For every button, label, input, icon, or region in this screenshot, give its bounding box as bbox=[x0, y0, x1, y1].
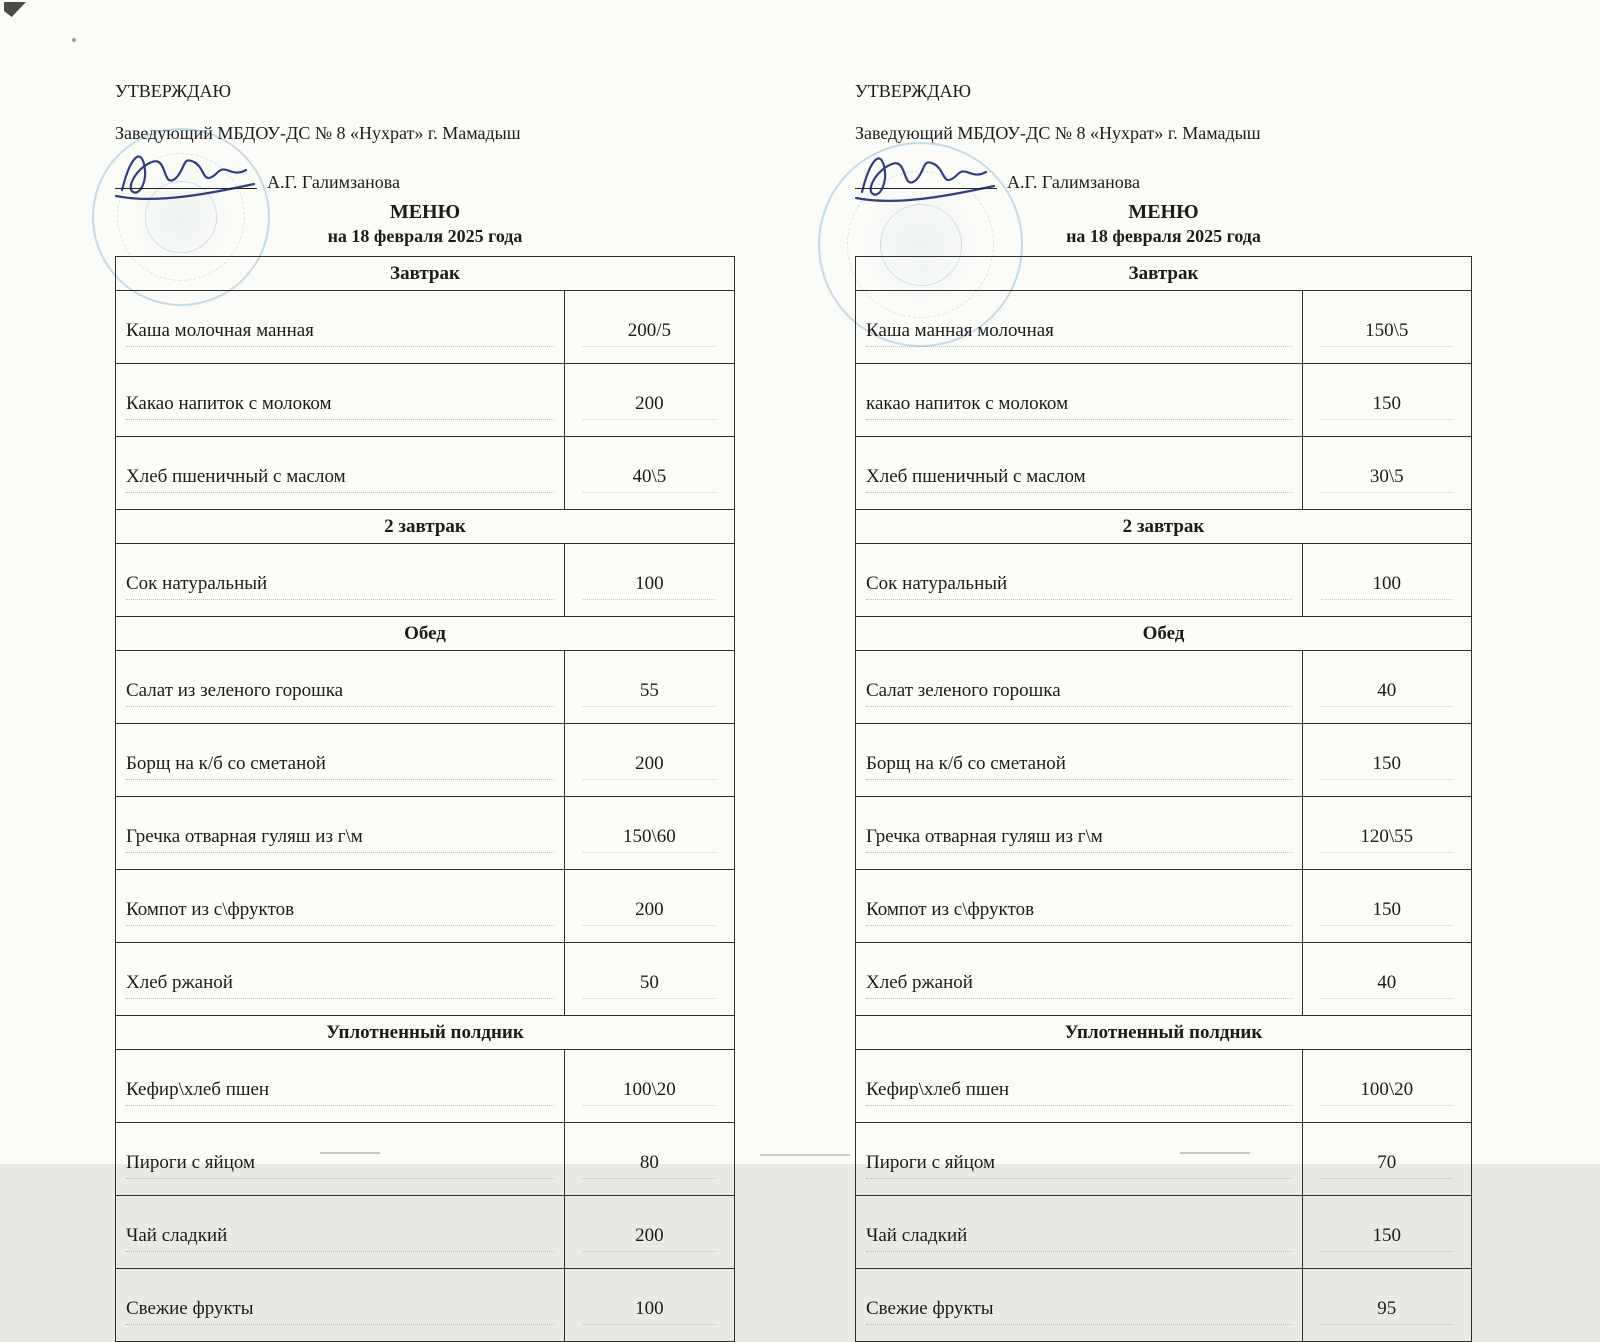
menu-item-row bbox=[856, 544, 1472, 617]
dish-name-cell bbox=[856, 797, 1303, 870]
portion-text: 100 bbox=[583, 1298, 716, 1325]
portion-text: 120\55 bbox=[1321, 826, 1453, 853]
portion-text: 40\5 bbox=[583, 466, 716, 493]
portion-cell bbox=[564, 291, 734, 364]
portion-text: 40 bbox=[1321, 972, 1453, 999]
dish-name-cell bbox=[856, 1123, 1303, 1196]
dish-name-cell bbox=[116, 797, 565, 870]
section-header-row bbox=[116, 510, 735, 544]
menu-item-row bbox=[116, 544, 735, 617]
dish-name-text: Свежие фрукты bbox=[126, 1298, 554, 1325]
dish-name-cell bbox=[856, 1196, 1303, 1269]
portion-text: 150 bbox=[1321, 1225, 1453, 1252]
scan-corner-artifact bbox=[4, 2, 26, 17]
dish-name-cell bbox=[856, 943, 1303, 1016]
section-header: Обед bbox=[116, 617, 735, 651]
portion-text: 55 bbox=[583, 680, 716, 707]
menu-item-row bbox=[856, 364, 1472, 437]
portion-text: 95 bbox=[1321, 1298, 1453, 1325]
signature-name: А.Г. Галимзанова bbox=[1007, 172, 1140, 192]
portion-text: 150 bbox=[1321, 899, 1453, 926]
menu-item-row bbox=[856, 870, 1472, 943]
dish-name-text: Борщ на к/б со сметаной bbox=[866, 753, 1292, 780]
portion-text: 100\20 bbox=[1321, 1079, 1453, 1106]
dish-name-text: Борщ на к/б со сметаной bbox=[126, 753, 554, 780]
dish-name-cell bbox=[116, 870, 565, 943]
portion-text: 200 bbox=[583, 753, 716, 780]
dish-name-cell bbox=[116, 291, 565, 364]
portion-text: 150 bbox=[1321, 753, 1453, 780]
signature-name: А.Г. Галимзанова bbox=[267, 172, 400, 192]
portion-cell bbox=[564, 724, 734, 797]
signature-line bbox=[855, 188, 997, 189]
section-header: Уплотненный полдник bbox=[856, 1016, 1472, 1050]
dish-name-text: Хлеб ржаной bbox=[126, 972, 554, 999]
portion-text: 150\5 bbox=[1321, 320, 1453, 347]
section-header-row bbox=[116, 1016, 735, 1050]
dish-name-text: Каша молочная манная bbox=[126, 320, 554, 347]
dish-name-text: Компот из с\фруктов bbox=[126, 899, 554, 926]
portion-text: 30\5 bbox=[1321, 466, 1453, 493]
menu-item-row bbox=[116, 943, 735, 1016]
section-header-row bbox=[116, 617, 735, 651]
dish-name-text: Салат из зеленого горошка bbox=[126, 680, 554, 707]
portion-cell bbox=[564, 364, 734, 437]
menu-item-row bbox=[856, 1196, 1472, 1269]
menu-item-row bbox=[856, 1050, 1472, 1123]
menu-item-row bbox=[856, 724, 1472, 797]
portion-cell bbox=[1302, 1269, 1471, 1342]
dish-name-text: Сок натуральный bbox=[126, 573, 554, 600]
portion-cell bbox=[1302, 797, 1471, 870]
menu-date: на 18 февраля 2025 года bbox=[327, 226, 523, 246]
dish-name-text: Кефир\хлеб пшен bbox=[866, 1079, 1292, 1106]
portion-text: 70 bbox=[1321, 1152, 1453, 1179]
portion-cell bbox=[1302, 943, 1471, 1016]
dish-name-text: Компот из с\фруктов bbox=[866, 899, 1292, 926]
director-line: Заведующий МБДОУ-ДС № 8 «Нухрат» г. Мамадыш bbox=[855, 123, 1261, 143]
portion-cell bbox=[564, 870, 734, 943]
menu-column-right bbox=[855, 80, 1472, 1342]
portion-text: 150\60 bbox=[583, 826, 716, 853]
menu-item-row bbox=[116, 291, 735, 364]
portion-cell bbox=[1302, 1196, 1471, 1269]
portion-cell bbox=[1302, 1123, 1471, 1196]
section-header: Обед bbox=[856, 617, 1472, 651]
dish-name-cell bbox=[116, 544, 565, 617]
menu-item-row bbox=[116, 1269, 735, 1342]
dish-name-cell bbox=[856, 544, 1303, 617]
portion-cell bbox=[1302, 364, 1471, 437]
section-header-row bbox=[856, 510, 1472, 544]
scan-speck bbox=[72, 38, 76, 42]
menu-title: МЕНЮ bbox=[1128, 201, 1199, 223]
portion-cell bbox=[1302, 870, 1471, 943]
menu-item-row bbox=[116, 1196, 735, 1269]
portion-cell bbox=[564, 437, 734, 510]
menu-item-row bbox=[116, 364, 735, 437]
dish-name-text: Свежие фрукты bbox=[866, 1298, 1292, 1325]
section-header: Завтрак bbox=[116, 257, 735, 291]
section-header: 2 завтрак bbox=[856, 510, 1472, 544]
section-header-row bbox=[116, 257, 735, 291]
menu-item-row bbox=[856, 943, 1472, 1016]
dish-name-cell bbox=[856, 724, 1303, 797]
menu-table-left bbox=[115, 256, 735, 1342]
dish-name-text: Хлеб пшеничный с маслом bbox=[866, 466, 1292, 493]
section-header-row bbox=[856, 257, 1472, 291]
portion-cell bbox=[564, 943, 734, 1016]
dish-name-text: Пироги с яйцом bbox=[126, 1152, 554, 1179]
menu-item-row bbox=[116, 797, 735, 870]
menu-item-row bbox=[856, 437, 1472, 510]
portion-text: 150 bbox=[1321, 393, 1453, 420]
dish-name-text: Салат зеленого горошка bbox=[866, 680, 1292, 707]
dish-name-text: Чай сладкий bbox=[126, 1225, 554, 1252]
dish-name-cell bbox=[856, 1269, 1303, 1342]
section-header-row bbox=[856, 1016, 1472, 1050]
dish-name-text: Какао напиток с молоком bbox=[126, 393, 554, 420]
dish-name-cell bbox=[116, 724, 565, 797]
portion-text: 100 bbox=[1321, 573, 1453, 600]
dish-name-text: Хлеб пшеничный с маслом bbox=[126, 466, 554, 493]
menu-item-row bbox=[116, 724, 735, 797]
menu-column-left bbox=[115, 80, 735, 1342]
portion-text: 200/5 bbox=[583, 320, 716, 347]
dish-name-cell bbox=[856, 291, 1303, 364]
menu-table-right bbox=[855, 256, 1472, 1342]
signature-row bbox=[115, 156, 735, 198]
signature-row bbox=[855, 156, 1472, 198]
section-header: 2 завтрак bbox=[116, 510, 735, 544]
portion-cell bbox=[1302, 1050, 1471, 1123]
portion-text: 200 bbox=[583, 393, 716, 420]
dish-name-text: Гречка отварная гуляш из г\м bbox=[126, 826, 554, 853]
portion-text: 200 bbox=[583, 899, 716, 926]
portion-cell bbox=[564, 1123, 734, 1196]
dish-name-cell bbox=[116, 651, 565, 724]
dish-name-cell bbox=[116, 1269, 565, 1342]
dish-name-text: Каша манная молочная bbox=[866, 320, 1292, 347]
dish-name-cell bbox=[116, 437, 565, 510]
portion-cell bbox=[564, 797, 734, 870]
portion-cell bbox=[1302, 724, 1471, 797]
director-line: Заведующий МБДОУ-ДС № 8 «Нухрат» г. Мамадыш bbox=[115, 123, 521, 143]
menu-item-row bbox=[116, 1123, 735, 1196]
menu-item-row bbox=[856, 1123, 1472, 1196]
dish-name-cell bbox=[116, 943, 565, 1016]
portion-cell bbox=[1302, 291, 1471, 364]
portion-cell bbox=[564, 1196, 734, 1269]
menu-item-row bbox=[856, 291, 1472, 364]
menu-item-row bbox=[856, 651, 1472, 724]
section-header: Уплотненный полдник bbox=[116, 1016, 735, 1050]
portion-text: 80 bbox=[583, 1152, 716, 1179]
portion-cell bbox=[564, 1269, 734, 1342]
portion-text: 50 bbox=[583, 972, 716, 999]
approve-label: УТВЕРЖДАЮ bbox=[855, 81, 972, 101]
menu-item-row bbox=[116, 1050, 735, 1123]
section-header-row bbox=[856, 617, 1472, 651]
menu-title: МЕНЮ bbox=[389, 201, 461, 223]
signature-line bbox=[115, 188, 257, 189]
dish-name-text: Кефир\хлеб пшен bbox=[126, 1079, 554, 1106]
dish-name-cell bbox=[116, 1123, 565, 1196]
menu-item-row bbox=[856, 1269, 1472, 1342]
portion-cell bbox=[564, 1050, 734, 1123]
portion-cell bbox=[1302, 437, 1471, 510]
portion-cell bbox=[1302, 544, 1471, 617]
menu-item-row bbox=[116, 870, 735, 943]
dish-name-text: Чай сладкий bbox=[866, 1225, 1292, 1252]
dish-name-cell bbox=[856, 437, 1303, 510]
dish-name-cell bbox=[856, 651, 1303, 724]
menu-item-row bbox=[116, 437, 735, 510]
menu-date: на 18 февраля 2025 года bbox=[1066, 226, 1261, 246]
dish-name-text: какао напиток с молоком bbox=[866, 393, 1292, 420]
dish-name-cell bbox=[856, 1050, 1303, 1123]
scan-artifact bbox=[760, 1154, 850, 1156]
portion-text: 100 bbox=[583, 573, 716, 600]
dish-name-text: Сок натуральный bbox=[866, 573, 1292, 600]
portion-text: 100\20 bbox=[583, 1079, 716, 1106]
portion-cell bbox=[564, 651, 734, 724]
portion-text: 40 bbox=[1321, 680, 1453, 707]
portion-text: 200 bbox=[583, 1225, 716, 1252]
dish-name-cell bbox=[856, 364, 1303, 437]
section-header: Завтрак bbox=[856, 257, 1472, 291]
dish-name-text: Гречка отварная гуляш из г\м bbox=[866, 826, 1292, 853]
dish-name-cell bbox=[856, 870, 1303, 943]
dish-name-cell bbox=[116, 364, 565, 437]
dish-name-text: Пироги с яйцом bbox=[866, 1152, 1292, 1179]
dish-name-cell bbox=[116, 1050, 565, 1123]
dish-name-cell bbox=[116, 1196, 565, 1269]
approve-label: УТВЕРЖДАЮ bbox=[115, 81, 232, 101]
portion-cell bbox=[564, 544, 734, 617]
menu-item-row bbox=[116, 651, 735, 724]
dish-name-text: Хлеб ржаной bbox=[866, 972, 1292, 999]
portion-cell bbox=[1302, 651, 1471, 724]
menu-item-row bbox=[856, 797, 1472, 870]
